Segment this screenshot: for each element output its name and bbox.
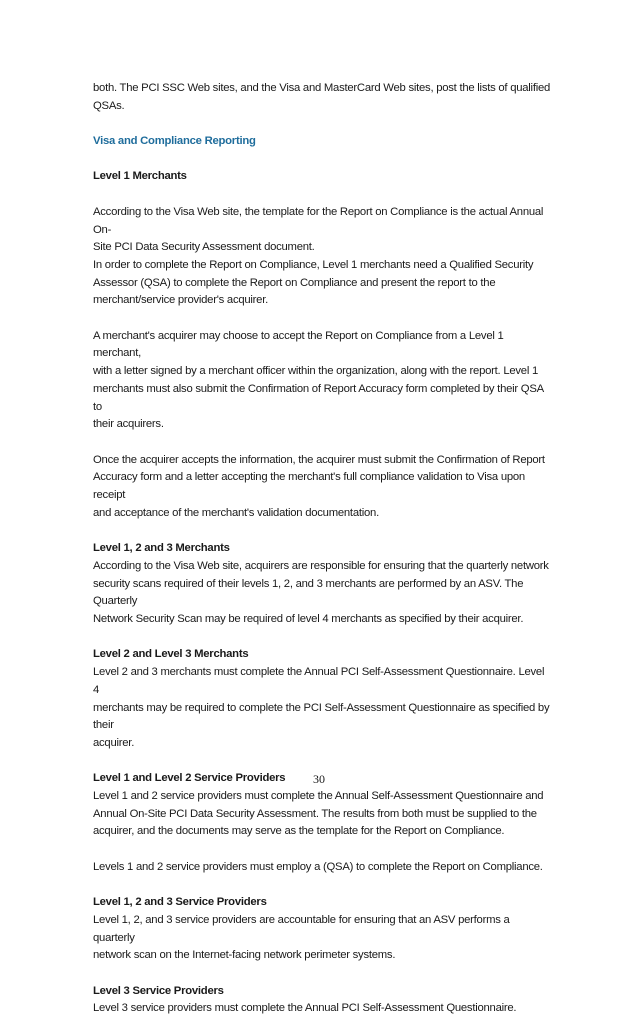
page-body: [93, 80, 553, 1018]
body-line: security scans required of their levels 1, 2, and 3 merchants are performed by an ASV. The Quarterly: [93, 577, 524, 608]
body-line: Level 2 and 3 merchants must complete the Annual PCI Self-Assessment Questionnaire. Level 4: [93, 666, 545, 696]
body-line: Site PCI Data Security Assessment document.: [93, 241, 315, 254]
body-line: Accuracy form and a letter accepting the merchant's full compliance validation to Visa upon receipt: [93, 471, 525, 502]
body-line: Level 1, 2, and 3 service providers are accountable for ensuring that an ASV performs a quarterly: [93, 913, 510, 944]
body-line: Once the acquirer accepts the information, the acquirer must submit the Confirmation of Report: [93, 453, 545, 466]
body-line: acquirer.: [93, 736, 135, 749]
body-line: Levels 1 and 2 service providers must employ a (QSA) to complete the Report on Compliance.: [93, 860, 543, 873]
heading-level3-providers: Level 3 Service Providers: [93, 984, 224, 997]
section-title: Visa and Compliance Reporting: [93, 135, 256, 148]
body-line: network scan on the Internet-facing network perimeter systems.: [93, 949, 396, 962]
body-line: Network Security Scan may be required of level 4 merchants as specified by their acquirer.: [93, 613, 524, 625]
body-line: Level 3 service providers must complete the Annual PCI Self-Assessment Questionnaire.: [93, 1002, 517, 1015]
heading-level123-providers: Level 1, 2 and 3 Service Providers: [93, 896, 267, 909]
heading-level1-merchants: Level 1 Merchants: [93, 170, 187, 183]
heading-level123-merchants: Level 1, 2 and 3 Merchants: [93, 542, 230, 555]
body-line: In order to complete the Report on Compliance, Level 1 merchants need a Qualified Security: [93, 258, 534, 271]
body-line: their acquirers.: [93, 418, 164, 431]
intro-line: both. The PCI SSC Web sites, and the Visa and MasterCard Web sites, post the lists of qualified: [93, 82, 551, 94]
body-line: merchants must also submit the Confirmation of Report Accuracy form completed by their QSA to: [93, 382, 544, 413]
body-line: merchant/service provider's acquirer.: [93, 294, 268, 307]
body-line: Level 1 and 2 service providers must complete the Annual Self-Assessment Questionnaire and: [93, 790, 544, 802]
heading-level12-providers: Level 1 and Level 2 Service Providers: [93, 772, 286, 785]
body-line: and acceptance of the merchant's validation documentation.: [93, 506, 379, 519]
body-line: According to the Visa Web site, acquirers are responsible for ensuring that the quarterly network: [93, 559, 549, 572]
heading-level23-merchants: Level 2 and Level 3 Merchants: [93, 648, 249, 661]
intro-line: QSAs.: [93, 99, 125, 112]
body-line: acquirer, and the documents may serve as the template for the Report on Compliance.: [93, 825, 505, 838]
page-number: 30: [313, 772, 325, 786]
body-line: A merchant's acquirer may choose to accept the Report on Compliance from a Level 1 merchant,: [93, 329, 504, 360]
body-line: merchants may be required to complete the PCI Self-Assessment Questionnaire as specified by their: [93, 701, 550, 732]
body-line: Annual On-Site PCI Data Security Assessment. The results from both must be supplied to the: [93, 807, 537, 820]
body-line: with a letter signed by a merchant officer within the organization, along with the report. Level 1: [93, 365, 539, 378]
body-line: According to the Visa Web site, the template for the Report on Compliance is the actual Annual On-: [93, 205, 544, 236]
body-line: Assessor (QSA) to complete the Report on Compliance and present the report to the: [93, 276, 496, 289]
